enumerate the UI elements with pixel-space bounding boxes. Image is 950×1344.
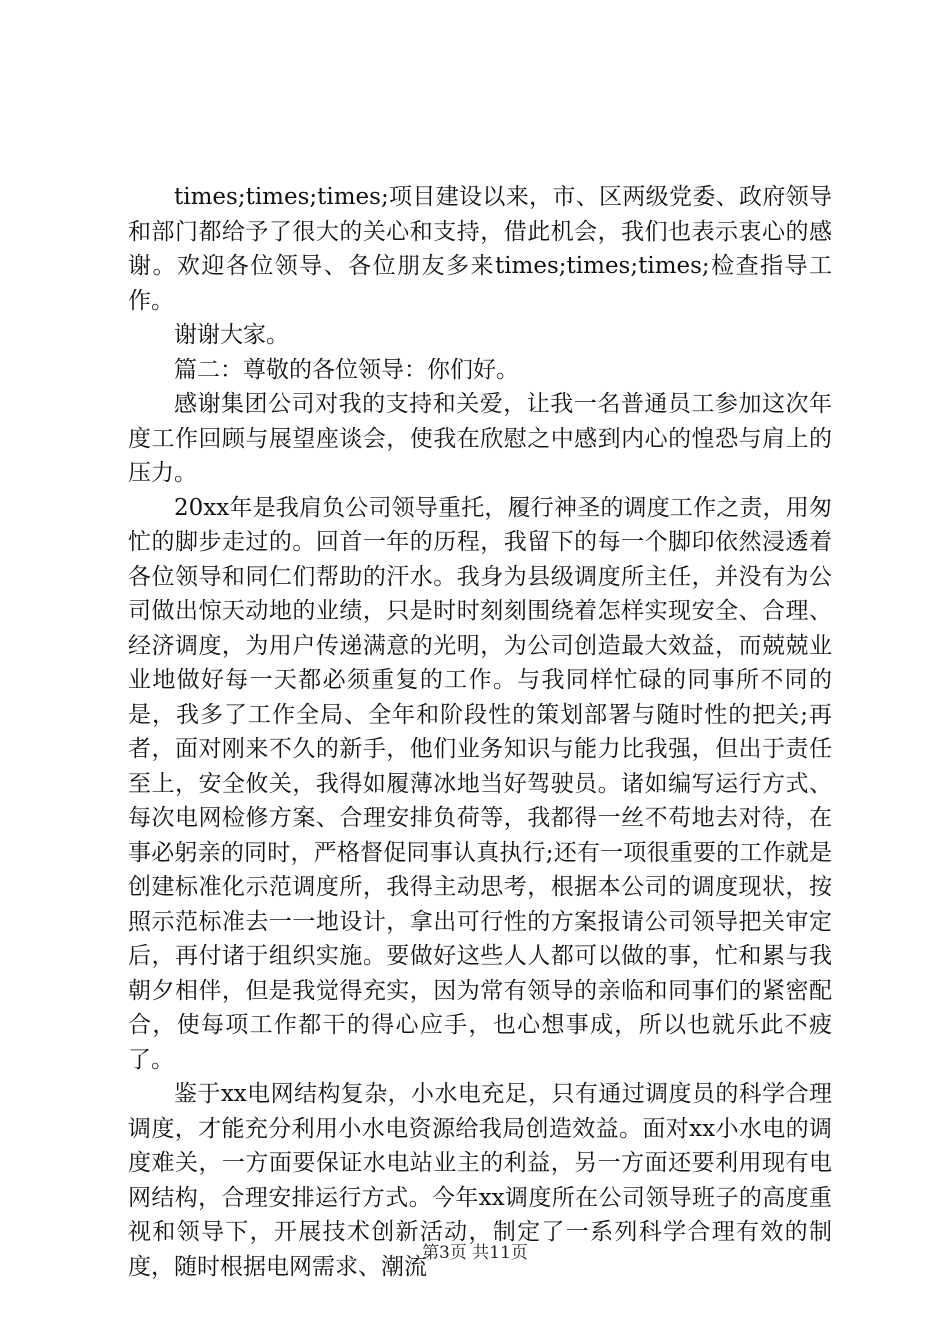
- page-number-footer: 第3页 共11页: [422, 1243, 528, 1263]
- paragraph-thanks-support: times;times;times;项目建设以来，市、区两级党委、政府领导和部门都给予了很大的关心和支持，借此机会，我们也表示衷心的感谢。欢迎各位领导、各位朋友多来times;times;times;检查指导工作。: [128, 184, 832, 314]
- paragraph-thank-you: 谢谢大家。: [174, 322, 289, 348]
- paragraph-year-review: 20xx年是我肩负公司领导重托，履行神圣的调度工作之责，用匆忙的脚步走过的。回首一年的历程，我留下的每一个脚印依然浸透着各位领导和同仁们帮助的汗水。我身为县级调度所主任，并没有为公司做出惊天动地的业绩，只是时时刻刻围绕着怎样实现安全、合理、经济调度，为用户传递满意的光明，为公司创造最大效益，而兢兢业业地做好每一天都必须重复的工作。与我同样忙碌的同事所不同的是，我多了工作全局、全年和阶段性的策划部署与随时性的把关;再者，面对刚来不久的新手，他们业务知识与能力比我强，但出于责任至上，安全攸关，我得如履薄冰地当好驾驶员。诸如编写运行方式、每次电网检修方案、合理安排负荷等，我都得一丝不苟地去对待，在事必躬亲的同时，严格督促同事认真执行;还有一项很重要的工作就是创建标准化示范调度所，我得主动思考，根据本公司的调度现状，按照示范标准去一一地设计，拿出可行性的方案报请公司领导把关审定后，再付诸于组织实施。要做好这些人人都可以做的事，忙和累与我朝夕相伴，但是我觉得充实，因为常有领导的亲临和同事们的紧密配合，使每项工作都干的得心应手，也心想事成，所以也就乐此不疲了。: [128, 494, 832, 1073]
- paragraph-section-two-greeting: 篇二：尊敬的各位领导：你们好。: [174, 356, 519, 383]
- document-body: [128, 180, 832, 1284]
- paragraph-grid-dispatch: 鉴于xx电网结构复杂，小水电充足，只有通过调度员的科学合理调度，才能充分利用小水电资源给我局创造效益。面对xx小水电的调度难关，一方面要保证水电站业主的利益，另一方面还要利用现有电网结构，合理安排运行方式。今年xx调度所在公司领导班子的高度重视和领导下，开展技术创新活动，制定了一系列科学合理有效的制度，随时根据电网需求、潮流: [128, 1081, 832, 1280]
- paragraph-gratitude: 感谢集团公司对我的支持和关爱，让我一名普通员工参加这次年度工作回顾与展望座谈会，使我在欣慰之中感到内心的惶恐与肩上的压力。: [128, 391, 832, 486]
